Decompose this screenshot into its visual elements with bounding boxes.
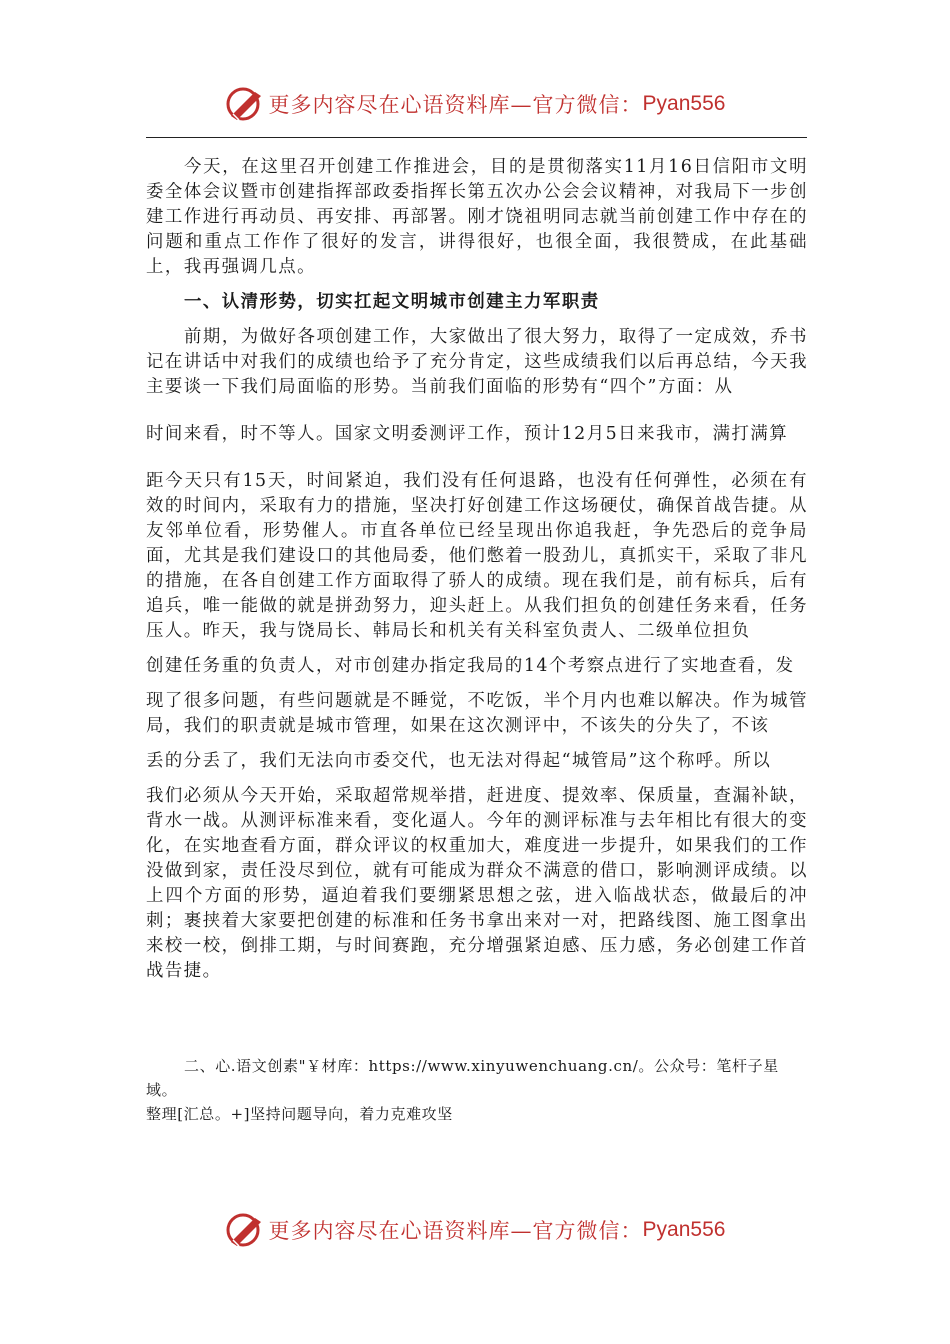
paragraph-intro: 今天，在这里召开创建工作推进会，目的是贯彻落实11月16日信阳市文明委全体会议暨市创建指挥部政委指挥长第五次办公会会议精神，对我局下一步创建工作进行再动员、再安排、再部署。刚才饶祖明同志就当前创建工作中存在的问题和重点工作作了很好的发言，讲得很好，也很全面，我很赞成，在此基础上，我再强调几点。 (146, 157, 808, 277)
banner-wechat-id: Pyan556 (642, 1218, 726, 1241)
pen-logo-icon (225, 1210, 265, 1250)
document-body (146, 155, 808, 984)
source-note-line-1: 二、心.语文创素"￥材库：https://www.xinyuwenchuang.cn/。公众号：笔杆子星域。 (146, 1057, 779, 1099)
header-banner (0, 80, 950, 128)
footer-banner (0, 1206, 950, 1254)
banner-wechat-id: Pyan556 (642, 92, 726, 115)
paragraph-situation-a: 前期，为做好各项创建工作，大家做出了很大努力，取得了一定成效，乔书记在讲话中对我们的成绩也给予了充分肯定，这些成绩我们以后再总结，今天我主要谈一下我们局面临的形势。当前我们面临的形势有“四个”方面：从 (146, 327, 808, 397)
paragraph-situation-c: 距今天只有15天，时间紧迫，我们没有任何退路，也没有任何弹性，必须在有效的时间内，采取有力的措施，坚决打好创建工作这场硬仗，确保首战告捷。从友邻单位看，形势催人。市直各单位已经呈现出你追我赶，争先恐后的竞争局面，尤其是我们建设口的其他局委，他们憋着一股劲儿，真抓实干，采取了非凡的措施，在各自创建工作方面取得了骄人的成绩。现在我们是，前有标兵，后有追兵，唯一能做的就是拼劲努力，迎头赶上。从我们担负的创建任务来看，任务压人。昨天，我与饶局长、韩局长和机关有关科室负责人、二级单位担负 (146, 471, 808, 641)
paragraph-situation-d: 创建任务重的负责人，对市创建办指定我局的14个考察点进行了实地查看，发 (146, 656, 795, 676)
pen-logo-icon (225, 84, 265, 124)
section-heading-1: 一、认清形势，切实扛起文明城市创建主力军职责 (184, 292, 600, 312)
banner-text: 更多内容尽在心语资料库—官方微信： (268, 93, 643, 117)
paragraph-situation-e: 现了很多问题，有些问题就是不睡觉，不吃饭，半个月内也难以解决。作为城管局，我们的职责就是城市管理，如果在这次测评中，不该失的分失了，不该 (146, 691, 808, 736)
source-note-line-2: 整理[汇总。+]坚持问题导向，着力克难攻坚 (146, 1105, 453, 1123)
paragraph-situation-b: 时间来看，时不等人。国家文明委测评工作，预计12月5日来我市，满打满算 (146, 424, 789, 444)
banner-text: 更多内容尽在心语资料库—官方微信： (268, 1219, 643, 1243)
header-divider (146, 137, 807, 138)
source-note (146, 1054, 808, 1126)
paragraph-situation-f: 丢的分丢了，我们无法向市委交代，也无法对得起“城管局”这个称呼。所以 (146, 751, 772, 771)
paragraph-situation-g: 我们必须从今天开始，采取超常规举措，赶进度、提效率、保质量，查漏补缺，背水一战。从测评标准来看，变化逼人。今年的测评标准与去年相比有很大的变化，在实地查看方面，群众评议的权重加大，难度进一步提升，如果我们的工作没做到家，责任没尽到位，就有可能成为群众不满意的借口，影响测评成绩。以上四个方面的形势，逼迫着我们要绷紧思想之弦，进入临战状态，做最后的冲刺；裹挟着大家要把创建的标准和任务书拿出来对一对，把路线图、施工图拿出来校一校，倒排工期，与时间赛跑，充分增强紧迫感、压力感，务必创建工作首战告捷。 (146, 786, 808, 981)
